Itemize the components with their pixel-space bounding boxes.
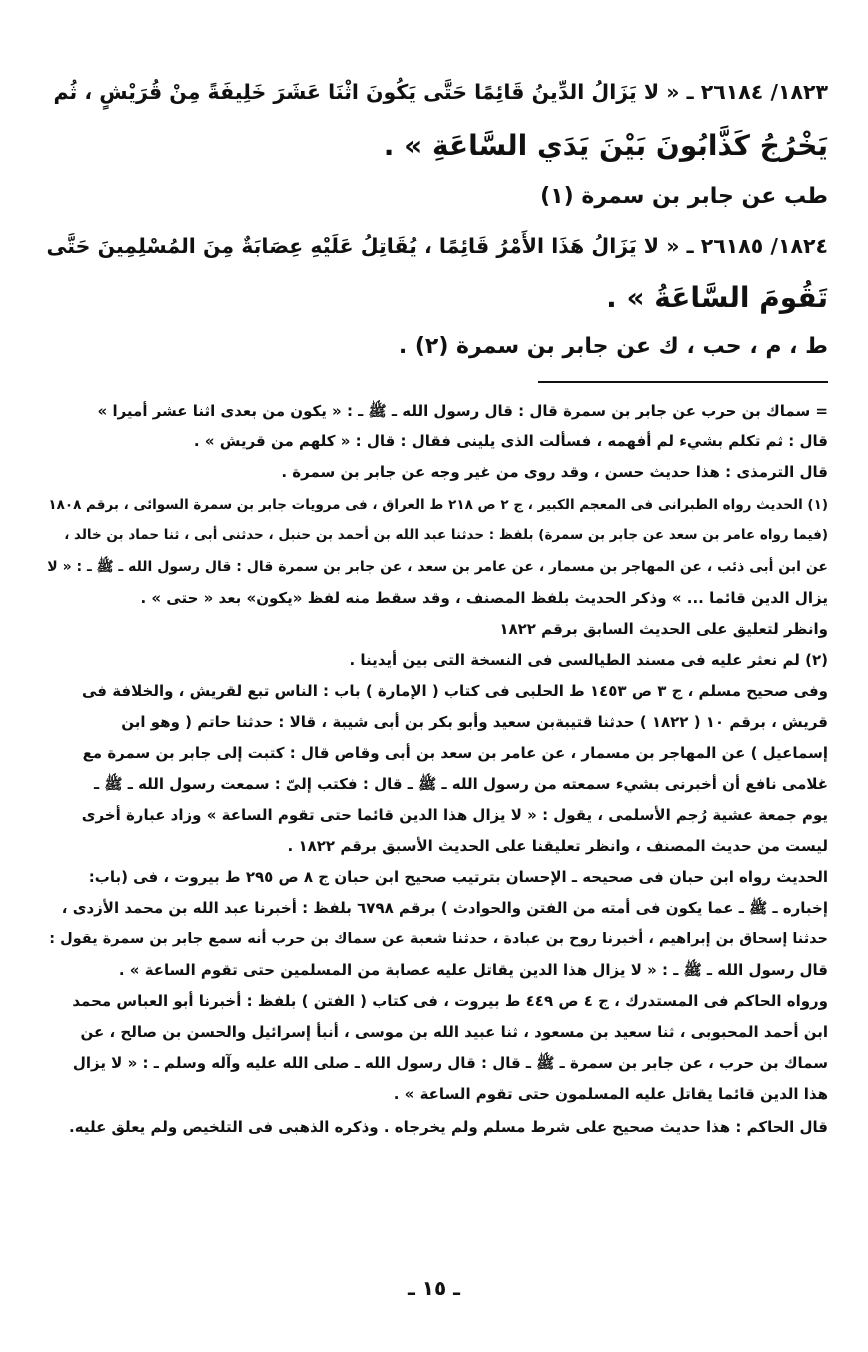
footnote-line: = سماك بن حرب عن جابر بن سمرة قال : قال رسول الله ـ ﷺ ـ : « يكون من بعدى اثنا عشر أميرا » [97,402,828,420]
footnote-separator [538,381,828,383]
footnote-line: يوم جمعة عشية رُجم الأسلمى ، يقول : « لا يزال هذا الدين قائما حتى تقوم الساعة » وزاد عبارة أخرى [81,806,828,824]
hadith-1824-source: ط ، م ، حب ، ك عن جابر بن سمرة (٢) . [398,334,828,359]
footnote-line: ابن أحمد المحبوبى ، ثنا سعيد بن مسعود ، ثنا عبيد الله بن موسى ، أنبأ إسرائيل والحسن بن صالح ، عن [80,1023,828,1041]
footnote-line: ليست من حديث المصنف ، وانظر تعليقنا على الحديث الأسبق برقم ١٨٢٢ . [287,837,828,855]
footnote-line: (١) الحديث رواه الطبرانى فى المعجم الكبير ، ج ٢ ص ٢١٨ ط العراق ، فى مرويات جابر بن سمرة السوائى ، برقم ١٨٠٨ [48,497,828,513]
footnote-line: سماك بن حرب ، عن جابر بن سمرة ـ ﷺ ـ قال : قال رسول الله ـ صلى الله عليه وآله وسلم ـ : « لا يزال [72,1054,828,1072]
footnote-line: قريش ، برقم ١٠ ( ١٨٢٢ ) حدثنا قتيبةبن سعيد وأبو بكر بن أبى شيبة ، قالا : حدثنا حاتم ( وهو ابن [121,713,828,731]
footnote-line: (فيما رواه عامر بن سعد عن جابر بن سمرة) بلفظ : حدثنا عبد الله بن أحمد بن حنبل ، حدثنى أبى ، ثنا حماد بن خالد ، [64,527,828,543]
footnote-line: إسماعيل ) عن المهاجر بن مسمار ، عن عامر بن سعد بن أبى وقاص قال : كتبت إلى جابر بن سمرة مع [82,744,828,762]
footnote-line: (٢) لم نعثر عليه فى مسند الطيالسى فى النسخة التى بين أيدينا . [349,651,828,669]
footnote-line: عن ابن أبى ذئب ، عن المهاجر بن مسمار ، عن عامر بن سعد ، عن جابر بن سمرة قال : قال رسول الله ـ ﷺ ـ : « لا [47,559,828,575]
hadith-1823-source: طب عن جابر بن سمرة (١) [540,184,828,209]
footnote-line: قال الحاكم : هذا حديث صحيح على شرط مسلم ولم يخرجاه . وذكره الذهبى فى التلخيص ولم يعلق عليه. [69,1118,828,1136]
footnote-line: وفى صحيح مسلم ، ج ٣ ص ١٤٥٣ ط الحلبى فى كتاب ( الإمارة ) باب : الناس تبع لقريش ، والخلافة فى [81,682,828,700]
footnote-line: الحديث رواه ابن حبان فى صحيحه ـ الإحسان بترتيب صحيح ابن حبان ج ٨ ص ٢٩٥ ط بيروت ، فى (باب: [88,868,828,886]
footnote-line: يزال الدين قائما ... » وذكر الحديث بلفظ المصنف ، وقد سقط منه لفظ «يكون» بعد « حتى » . [140,589,828,607]
hadith-1823-line-1: ١٨٢٣/ ٢٦١٨٤ ـ « لا يَزَالُ الدِّينُ قَائِمًا حَتَّى يَكُونَ اثْنَا عَشَرَ خَلِيفَةً مِنْ قُرَيْشٍ ، ثُم [53,80,828,104]
footnote-line: قال : ثم تكلم بشيء لم أفهمه ، فسألت الذى يلينى فقال : قال : « كلهم من قريش » . [193,432,828,450]
page-number: ـ ١٥ ـ [407,1276,461,1300]
footnote-line: هذا الدين قائما يقاتل عليه المسلمون حتى تقوم الساعة » . [393,1085,828,1103]
hadith-1824-line-2: تَقُومَ السَّاعَةُ » . [606,281,828,314]
footnote-line: قال رسول الله ـ ﷺ ـ : « لا يزال هذا الدين يقاتل عليه عصابة من المسلمين حتى تقوم الساعة » . [118,961,828,979]
footnote-line: غلامى نافع أن أخبرنى بشيء سمعته من رسول الله ـ ﷺ ـ قال : فكتب إلىّ : سمعت رسول الله ـ ﷺ ـ [94,775,828,793]
footnote-line: ورواه الحاكم فى المستدرك ، ج ٤ ص ٤٤٩ ط بيروت ، فى كتاب ( الفتن ) بلفظ : أخبرنا أبو العباس محمد [72,992,828,1010]
footnote-line: إخباره ـ ﷺ ـ عما يكون فى أمته من الفتن والحوادث ) برقم ٦٧٩٨ بلفظ : أخبرنا عبد الله بن محمد الأزدى ، [61,899,828,917]
footnote-line: حدثنا إسحاق بن إبراهيم ، أخبرنا روح بن عبادة ، حدثنا شعبة عن سماك بن حرب أنه سمع جابر بن سمرة يقول : [49,931,828,947]
footnote-line: قال الترمذى : هذا حديث حسن ، وقد روى من غير وجه عن جابر بن سمرة . [281,463,828,481]
footnote-line: وانظر لتعليق على الحديث السابق برقم ١٨٢٢ [499,620,828,638]
hadith-1823-line-2: يَخْرُجُ كَذَّابُونَ بَيْنَ يَدَي السَّاعَةِ » . [383,129,828,162]
hadith-1824-line-1: ١٨٢٤/ ٢٦١٨٥ ـ « لا يَزَالُ هَذَا الأَمْرُ قَائِمًا ، يُقَاتِلُ عَلَيْهِ عِصَابَةٌ مِنَ المُسْلِمِينَ حَتَّى [46,234,828,258]
